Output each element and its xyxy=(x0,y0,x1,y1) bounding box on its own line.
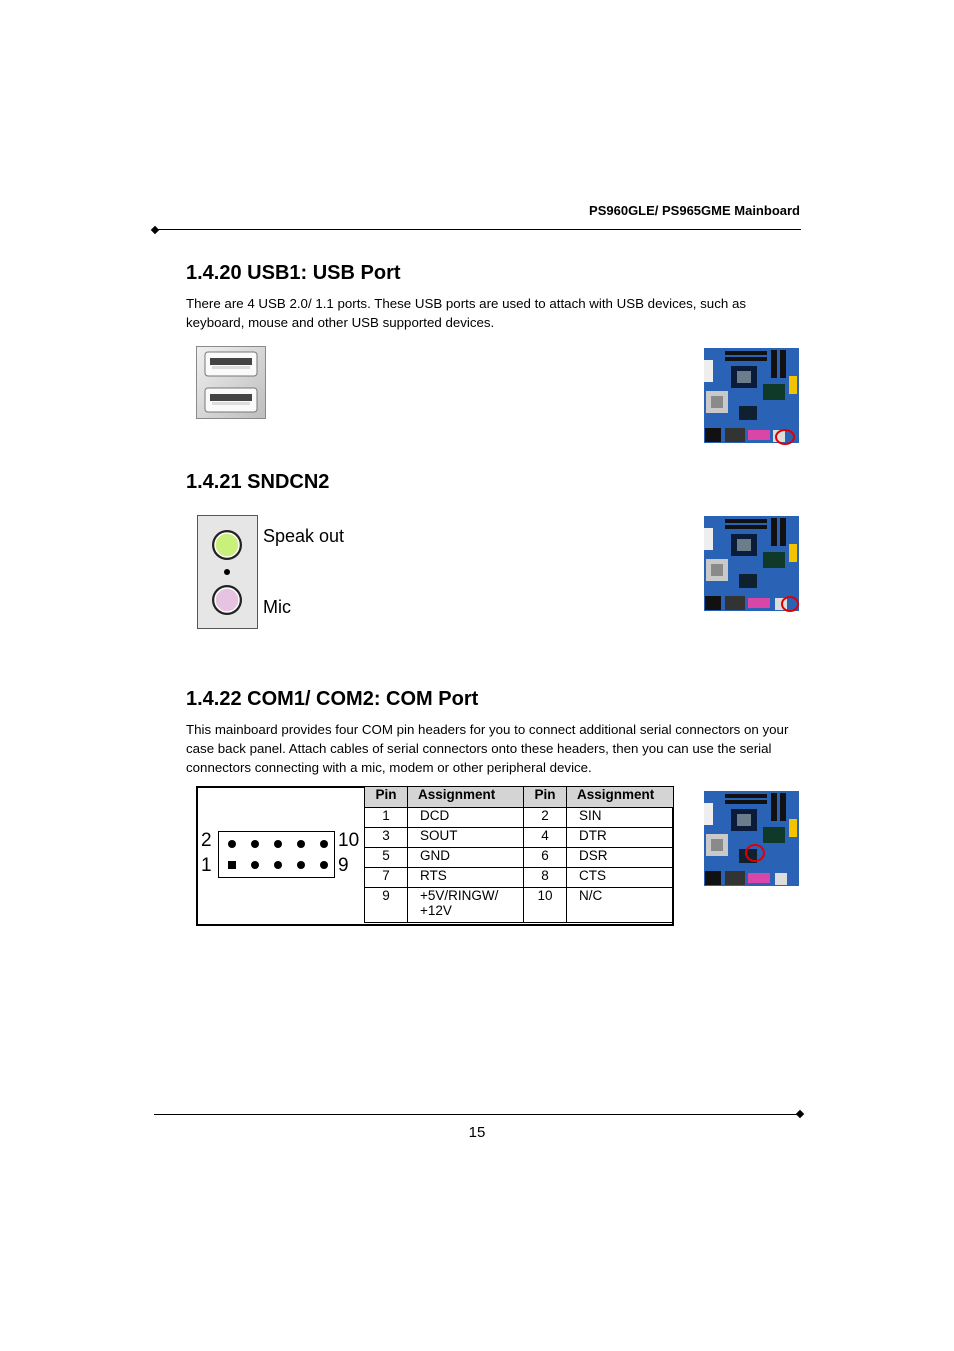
mic-jack-icon xyxy=(215,588,239,612)
pin-1-square-icon xyxy=(228,861,236,869)
table-cell: SOUT xyxy=(408,828,524,848)
table-cell: 3 xyxy=(365,828,408,848)
mainboard-sndcn-location-icon xyxy=(703,514,803,614)
table-row xyxy=(365,808,674,828)
speak-out-jack-icon xyxy=(215,533,239,557)
table-cell: DSR xyxy=(567,848,674,868)
table-row xyxy=(365,828,674,848)
table-cell: 1 xyxy=(365,808,408,828)
page-number: 15 xyxy=(468,1124,486,1141)
table-cell: +5V/RINGW/ +12V xyxy=(408,888,524,923)
usb-description: There are 4 USB 2.0/ 1.1 ports. These USB ports are used to attach with USB devices, such as keyboard, mouse and other USB supported devices. xyxy=(186,296,746,330)
table-cell: N/C xyxy=(567,888,674,923)
speak-out-label: Speak out xyxy=(263,526,345,546)
usb-port-illustration xyxy=(196,346,266,419)
table-cell: 2 xyxy=(524,808,567,828)
com-pin-header-diagram xyxy=(218,831,336,879)
column-header: Assignment xyxy=(567,787,674,808)
pin-label-2: 2 xyxy=(201,830,212,851)
table-cell: 4 xyxy=(524,828,567,848)
table-cell: 6 xyxy=(524,848,567,868)
audio-jack-illustration xyxy=(197,515,258,629)
table-cell: DTR xyxy=(567,828,674,848)
mic-label: Mic xyxy=(263,597,291,617)
mainboard-usb-location-icon xyxy=(703,346,803,446)
table-cell: DCD xyxy=(408,808,524,828)
table-cell: SIN xyxy=(567,808,674,828)
table-row xyxy=(365,848,674,868)
mainboard-com-location-icon xyxy=(703,789,803,889)
table-cell: 8 xyxy=(524,868,567,888)
column-header: Assignment xyxy=(408,787,524,808)
table-row xyxy=(365,888,674,923)
com-pin-assignment-table xyxy=(364,786,674,923)
pin-label-9: 9 xyxy=(338,855,349,876)
usb-heading: 1.4.20 USB1: USB Port xyxy=(186,262,401,284)
page-header-title: PS960GLE/ PS965GME Mainboard xyxy=(589,203,800,218)
table-cell: GND xyxy=(408,848,524,868)
pin-label-1: 1 xyxy=(201,855,212,876)
com-description: This mainboard provides four COM pin headers for you to connect additional serial connectors on your case back panel. Attach cables of serial connectors onto these headers, then you can use the serial connectors connecting with a mic, modem or other peripheral device. xyxy=(186,722,789,775)
table-cell: 7 xyxy=(365,868,408,888)
pin-label-10: 10 xyxy=(338,830,360,851)
footer-rule xyxy=(154,1114,799,1115)
table-cell: RTS xyxy=(408,868,524,888)
table-row xyxy=(365,868,674,888)
table-cell: CTS xyxy=(567,868,674,888)
footer-diamond xyxy=(796,1110,804,1118)
table-cell: 5 xyxy=(365,848,408,868)
column-header: Pin xyxy=(524,787,567,808)
table-cell: 9 xyxy=(365,888,408,923)
sndcn-heading: 1.4.21 SNDCN2 xyxy=(186,471,330,493)
column-header: Pin xyxy=(365,787,408,808)
com-heading: 1.4.22 COM1/ COM2: COM Port xyxy=(186,688,479,710)
header-diamond xyxy=(151,226,159,234)
header-rule xyxy=(156,229,801,230)
table-cell: 10 xyxy=(524,888,567,923)
table-header-row xyxy=(365,787,674,808)
